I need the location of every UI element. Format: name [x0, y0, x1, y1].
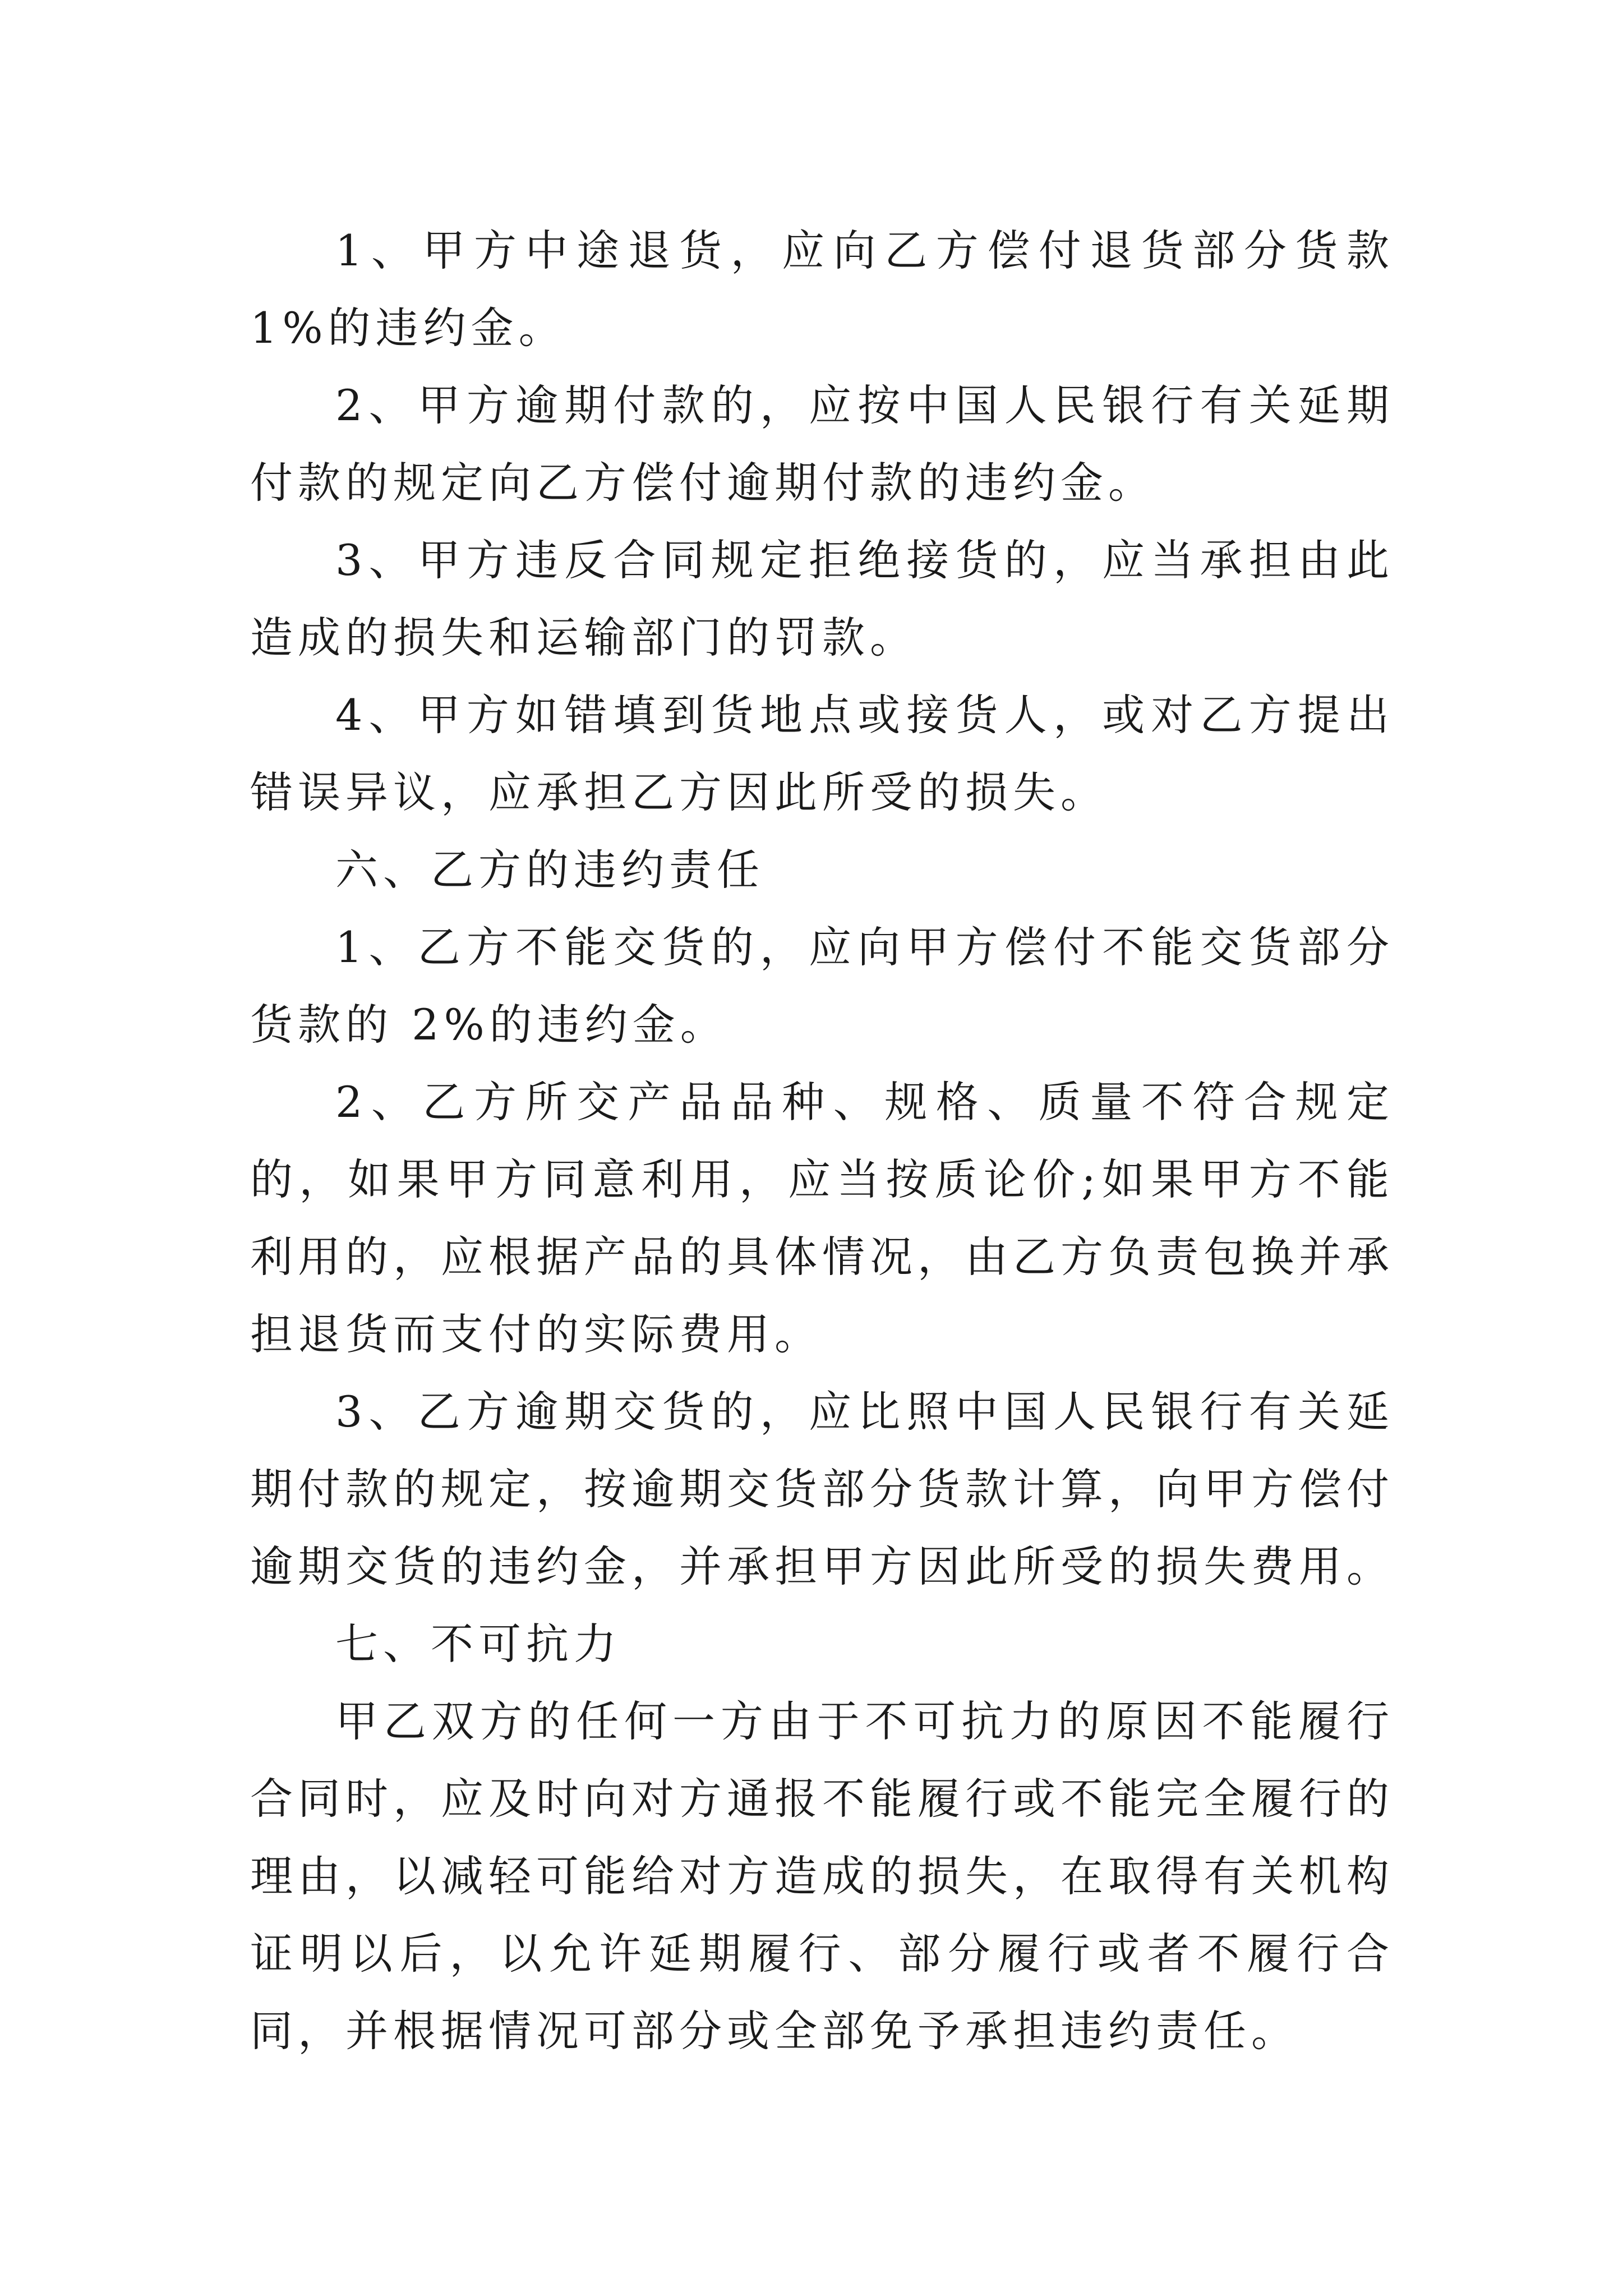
document-body [250, 212, 1394, 2070]
section-heading-party-b-liability: 六、乙方的违约责任 [335, 845, 764, 895]
clause-party-a-return-penalty: 1、甲方中途退货，应向乙方偿付退货部分货款 1%的违约金。 [250, 226, 1394, 353]
clause-party-b-quality: 2、乙方所交产品品种、规格、质量不符合规定的，如果甲方同意利用，应当按质论价;如果甲方不能利用的，应根据产品的具体情况，由乙方负责包换并承担退货而支付的实际费用。 [250, 1077, 1394, 1359]
clause-party-a-late-payment: 2、甲方逾期付款的，应按中国人民银行有关延期付款的规定向乙方偿付逾期付款的违约金。 [250, 380, 1394, 508]
clause-force-majeure: 甲乙双方的任何一方由于不可抗力的原因不能履行合同时，应及时向对方通报不能履行或不能完全履行的理由，以减轻可能给对方造成的损失，在取得有关机构证明以后，以允许延期履行、部分履行或者不履行合同，并根据情况可部分或全部免予承担违约责任。 [250, 1696, 1394, 2056]
clause-party-b-no-delivery: 1、乙方不能交货的，应向甲方偿付不能交货部分货款的 2%的违约金。 [250, 922, 1394, 1050]
clause-party-b-late-delivery: 3、乙方逾期交货的，应比照中国人民银行有关延期付款的规定，按逾期交货部分货款计算，向甲方偿付逾期交货的违约金，并承担甲方因此所受的损失费用。 [250, 1387, 1394, 1591]
clause-party-a-wrong-address: 4、甲方如错填到货地点或接货人，或对乙方提出错误异议，应承担乙方因此所受的损失。 [250, 690, 1394, 817]
clause-party-a-refuse-delivery: 3、甲方违反合同规定拒绝接货的，应当承担由此造成的损失和运输部门的罚款。 [250, 535, 1394, 662]
section-heading-force-majeure: 七、不可抗力 [335, 1619, 621, 1669]
